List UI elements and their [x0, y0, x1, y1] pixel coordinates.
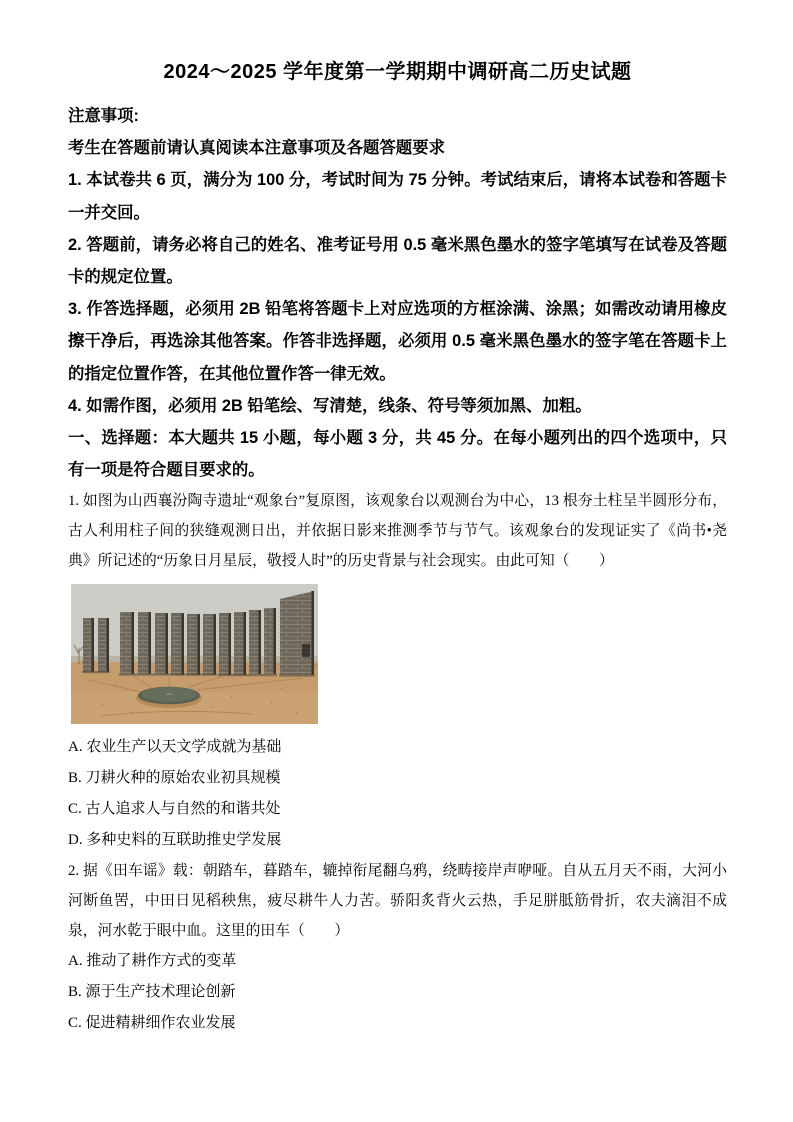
notice-item-1: 1. 本试卷共 6 页，满分为 100 分，考试时间为 75 分钟。考试结束后，请将本试卷和答题卡一并交回。: [68, 171, 727, 222]
question-1-option-b: B. 刀耕火种的原始农业初具规模: [68, 770, 281, 787]
notice-intro: 考生在答题前请认真阅读本注意事项及各题答题要求: [68, 139, 445, 158]
question-2-option-c: C. 促进精耕细作农业发展: [68, 1015, 236, 1032]
question-1-option-a: A. 农业生产以天文学成就为基础: [68, 739, 282, 756]
question-2-option-a: A. 推动了耕作方式的变革: [68, 953, 237, 970]
question-1: [68, 486, 727, 856]
question-2: [68, 856, 727, 1039]
notice-section: [68, 100, 727, 422]
question-2-stem: 2. 据《田车谣》载：朝踏车，暮踏车，辘掉衔尾翻乌鸦，绕畴接岸声咿哑。自从五月天不雨，大河小河断鱼罟，中田日见稻秧焦，疲尽耕牛人力苦。骄阳炙背火云热，手足胼胝筋骨折，农夫滴泪不成泉，河水乾于眼中血。这里的田车（ ）: [68, 863, 727, 940]
question-2-option-b: B. 源于生产技术理论创新: [68, 984, 236, 1001]
question-1-option-d: D. 多种史料的互联助推史学发展: [68, 832, 282, 849]
question-1-option-c: C. 古人追求人与自然的和谐共处: [68, 801, 281, 818]
observatory-photo: [71, 584, 318, 724]
page-title: 2024～2025 学年度第一学期期中调研高二历史试题: [163, 61, 632, 83]
notice-item-4: 4. 如需作图，必须用 2B 铅笔绘、写清楚，线条、符号等须加黑、加粗。: [68, 396, 592, 415]
notice-heading: 注意事项:: [68, 107, 140, 125]
question-1-stem: 1. 如图为山西襄汾陶寺遗址“观象台”复原图，该观象台以观测台为中心，13 根夯土柱呈半圆形分布，古人利用柱子间的狭缝观测日出，并依据日影来推测季节与节气。该观象台的发现证实了《尚书•尧典》所记述的“历象日月星辰，敬授人时”的历史背景与社会现实。由此可知（ ）: [68, 493, 727, 570]
notice-item-3: 3. 作答选择题，必须用 2B 铅笔将答题卡上对应选项的方框涂满、涂黑；如需改动请用橡皮擦干净后，再选涂其他答案。作答非选择题，必须用 0.5 毫米黑色墨水的签字笔在答题卡上的指定位置作答，在其他位置作答一律无效。: [68, 300, 727, 383]
notice-item-2: 2. 答题前，请务必将自己的姓名、准考证号用 0.5 毫米黑色墨水的签字笔填写在试卷及答题卡的规定位置。: [68, 235, 727, 287]
photo-observation-disc: [136, 687, 202, 708]
section-heading: 一、选择题：本大题共 15 小题，每小题 3 分，共 45 分。在每小题列出的四个选项中，只有一项是符合题目要求的。: [68, 429, 727, 480]
observatory-photo-graphic: [71, 584, 318, 724]
